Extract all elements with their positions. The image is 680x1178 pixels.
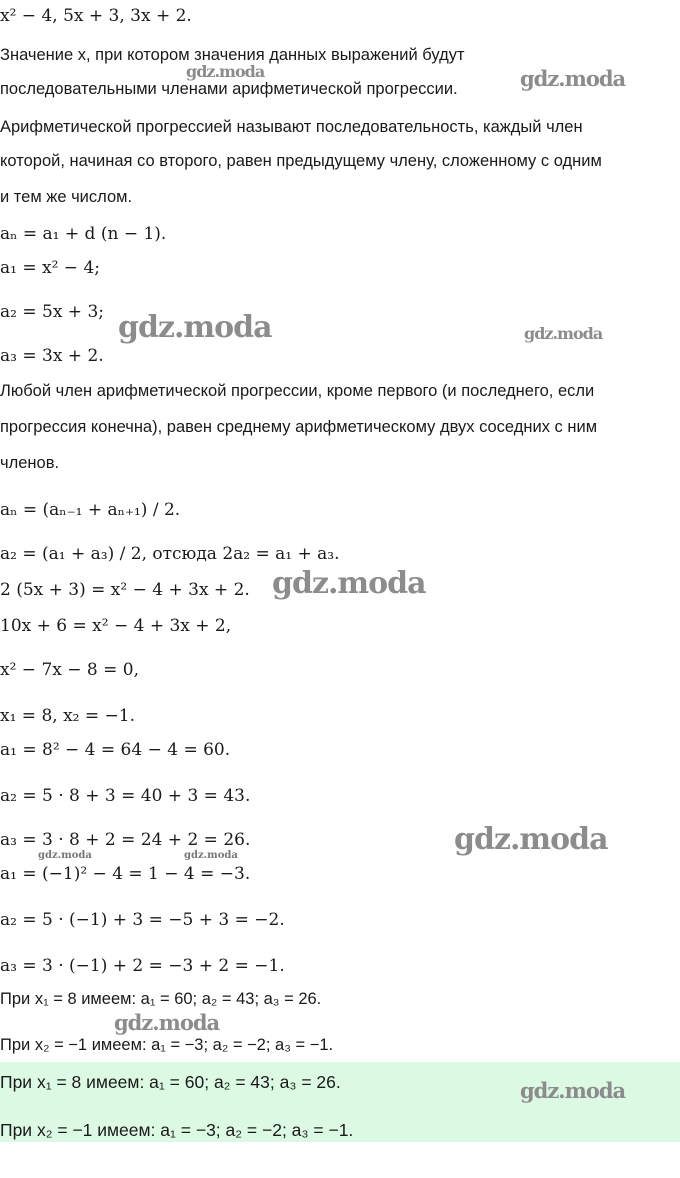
formula-line: 10x + 6 = x² − 4 + 3x + 2, (0, 616, 232, 636)
formula-line: a₃ = 3 · (−1) + 2 = −3 + 2 = −1. (0, 956, 285, 976)
text-line: Любой член арифметической прогрессии, кроме первого (и последнего, если (0, 382, 595, 400)
watermark-logo: gdz.moda (38, 850, 92, 861)
answer-line-1: При x₁ = 8 имеем: a₁ = 60; a₂ = 43; a₃ = 26. (0, 1072, 341, 1092)
formula-line: 2 (5x + 3) = x² − 4 + 3x + 2. (0, 580, 250, 600)
formula-line: a₂ = 5x + 3; (0, 302, 105, 322)
watermark-logo: gdz.moda (186, 62, 265, 81)
formula-line: x² − 7x − 8 = 0, (0, 660, 139, 680)
watermark-logo: gdz.moda (520, 66, 626, 91)
text-line: и тем же числом. (0, 188, 133, 206)
problem-expressions: x² − 4, 5x + 3, 3x + 2. (0, 6, 192, 26)
formula-line: a₃ = 3 · 8 + 2 = 24 + 2 = 26. (0, 830, 251, 850)
formula-line: a₁ = (−1)² − 4 = 1 − 4 = −3. (0, 864, 251, 884)
result-line: При x₁ = 8 имеем: a₁ = 60; a₂ = 43; a₃ = 26. (0, 990, 322, 1008)
text-line: последовательными членами арифметической прогрессии. (0, 80, 458, 98)
answer-line-2: При x₂ = −1 имеем: a₁ = −3; a₂ = −2; a₃ = −1. (0, 1120, 354, 1140)
formula-line: a₃ = 3x + 2. (0, 346, 104, 366)
text-line: членов. (0, 454, 60, 472)
watermark-logo: gdz.moda (184, 850, 238, 861)
formula-line: x₁ = 8, x₂ = −1. (0, 706, 135, 726)
watermark-logo: gdz.moda (524, 324, 603, 343)
text-line: которой, начиная со второго, равен предыдущему члену, сложенному с одним (0, 152, 602, 170)
formula-line: a₁ = 8² − 4 = 64 − 4 = 60. (0, 740, 231, 760)
formula-line: a₂ = 5 · 8 + 3 = 40 + 3 = 43. (0, 786, 251, 806)
formula-line: aₙ = (aₙ₋₁ + aₙ₊₁) / 2. (0, 500, 181, 520)
result-line: При x₂ = −1 имеем: a₁ = −3; a₂ = −2; a₃ = −1. (0, 1036, 334, 1054)
text-line: Значение x, при котором значения данных выражений будут (0, 46, 465, 64)
watermark-logo: gdz.moda (454, 822, 608, 857)
watermark-logo: gdz.moda (118, 310, 272, 345)
watermark-logo: gdz.moda (114, 1010, 220, 1035)
text-line: Арифметической прогрессией называют последовательность, каждый член (0, 118, 583, 136)
text-line: прогрессия конечна), равен среднему арифметическому двух соседних с ним (0, 418, 598, 436)
watermark-logo: gdz.moda (520, 1078, 626, 1103)
formula-line: a₁ = x² − 4; (0, 258, 100, 278)
formula-line: aₙ = a₁ + d (n − 1). (0, 224, 167, 244)
watermark-logo: gdz.moda (272, 566, 426, 601)
formula-line: a₂ = 5 · (−1) + 3 = −5 + 3 = −2. (0, 910, 285, 930)
formula-line: a₂ = (a₁ + a₃) / 2, отсюда 2a₂ = a₁ + a₃. (0, 544, 340, 564)
